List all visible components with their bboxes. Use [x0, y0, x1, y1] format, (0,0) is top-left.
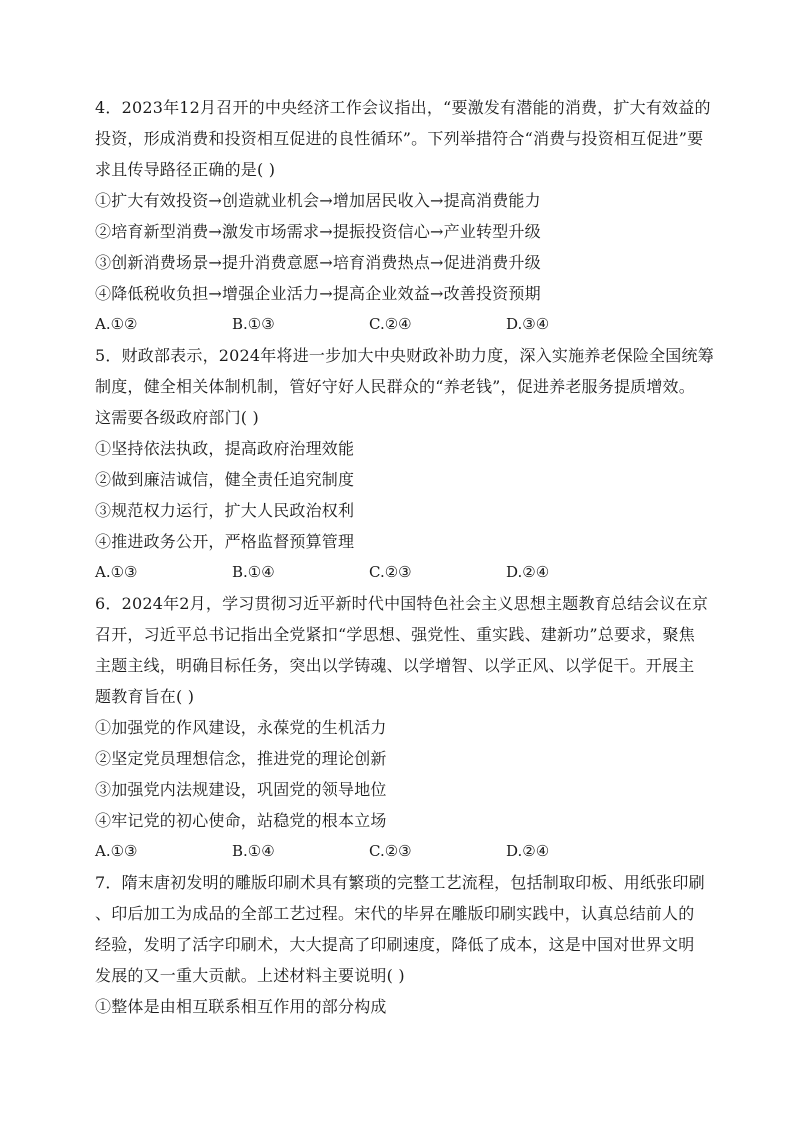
question-6 — [95, 588, 709, 867]
question-stem-line: 7．隋末唐初发明的雕版印刷术具有繁琐的完整工艺流程，包括制取印板、用纸张印刷 — [95, 873, 705, 892]
statement-option: ①坚持依法执政，提高政府治理效能 — [95, 439, 355, 458]
statement-option: ①加强党的作风建设，永葆党的生机活力 — [95, 718, 387, 737]
choice-d: D.②④ — [506, 842, 550, 860]
choice-c: C.②④ — [369, 315, 412, 333]
question-stem-line: 制度，健全相关体制机制，管好守好人民群众的“养老钱”，促进养老服务提质增效。 — [95, 377, 695, 396]
statement-option: ③创新消费场景→提升消费意愿→培育消费热点→促进消费升级 — [95, 253, 541, 272]
statement-option: ③规范权力运行，扩大人民政治权利 — [95, 501, 355, 520]
choice-a: A.①② — [95, 315, 138, 333]
statement-option: ②做到廉洁诚信，健全责任追究制度 — [95, 470, 355, 489]
question-stem-line: 主题主线，明确目标任务，突出以学铸魂、以学增智、以学正风、以学促干。开展主 — [95, 656, 695, 675]
answer-choices — [95, 557, 700, 588]
statement-option: ①整体是由相互联系相互作用的部分构成 — [95, 997, 387, 1016]
choice-b: B.①③ — [232, 315, 275, 333]
choice-c: C.②③ — [369, 842, 412, 860]
exam-page — [95, 92, 714, 1022]
statement-option: ②培育新型消费→激发市场需求→提振投资信心→产业转型升级 — [95, 222, 541, 241]
question-stem-line: 召开，习近平总书记指出全党紧扣“学思想、强党性、重实践、建新功”总要求，聚焦 — [95, 625, 695, 644]
statement-option: ④推进政务公开，严格监督预算管理 — [95, 532, 355, 551]
question-stem-line: 投资，形成消费和投资相互促进的良性循环”。下列举措符合“消费与投资相互促进”要 — [95, 129, 704, 148]
question-stem-line: 经验，发明了活字印刷术，大大提高了印刷速度，降低了成本，这是中国对世界文明 — [95, 935, 695, 954]
question-5 — [95, 340, 714, 588]
choice-d: D.②④ — [506, 563, 550, 581]
question-7 — [95, 867, 705, 1022]
choice-b: B.①④ — [232, 842, 275, 860]
question-stem-line: 、印后加工为成品的全部工艺过程。宋代的毕昇在雕版印刷实践中，认真总结前人的 — [95, 904, 695, 923]
question-stem-line: 6．2024年2月，学习贯彻习近平新时代中国特色社会主义思想主题教育总结会议在京 — [95, 594, 709, 613]
answer-choices — [95, 309, 700, 340]
answer-choices — [95, 836, 700, 867]
choice-a: A.①③ — [95, 563, 138, 581]
statement-option: ①扩大有效投资→创造就业机会→增加居民收入→提高消费能力 — [95, 191, 541, 210]
choice-d: D.③④ — [506, 315, 550, 333]
choice-c: C.②③ — [369, 563, 412, 581]
statement-option: ④牢记党的初心使命，站稳党的根本立场 — [95, 811, 387, 830]
question-stem-line: 这需要各级政府部门( ) — [95, 408, 259, 427]
question-4 — [95, 92, 711, 340]
choice-a: A.①③ — [95, 842, 138, 860]
question-stem-line: 题教育旨在( ) — [95, 687, 195, 706]
question-stem-line: 发展的又一重大贡献。上述材料主要说明( ) — [95, 966, 405, 985]
choice-b: B.①④ — [232, 563, 275, 581]
question-stem-line: 5．财政部表示，2024年将进一步加大中央财政补助力度，深入实施养老保险全国统筹 — [95, 346, 714, 365]
question-stem-line: 求且传导路径正确的是( ) — [95, 160, 276, 179]
statement-option: ④降低税收负担→增强企业活力→提高企业效益→改善投资预期 — [95, 284, 541, 303]
statement-option: ②坚定党员理想信念，推进党的理论创新 — [95, 749, 387, 768]
statement-option: ③加强党内法规建设，巩固党的领导地位 — [95, 780, 387, 799]
question-stem-line: 4．2023年12月召开的中央经济工作会议指出，“要激发有潜能的消费，扩大有效益的 — [95, 98, 711, 117]
